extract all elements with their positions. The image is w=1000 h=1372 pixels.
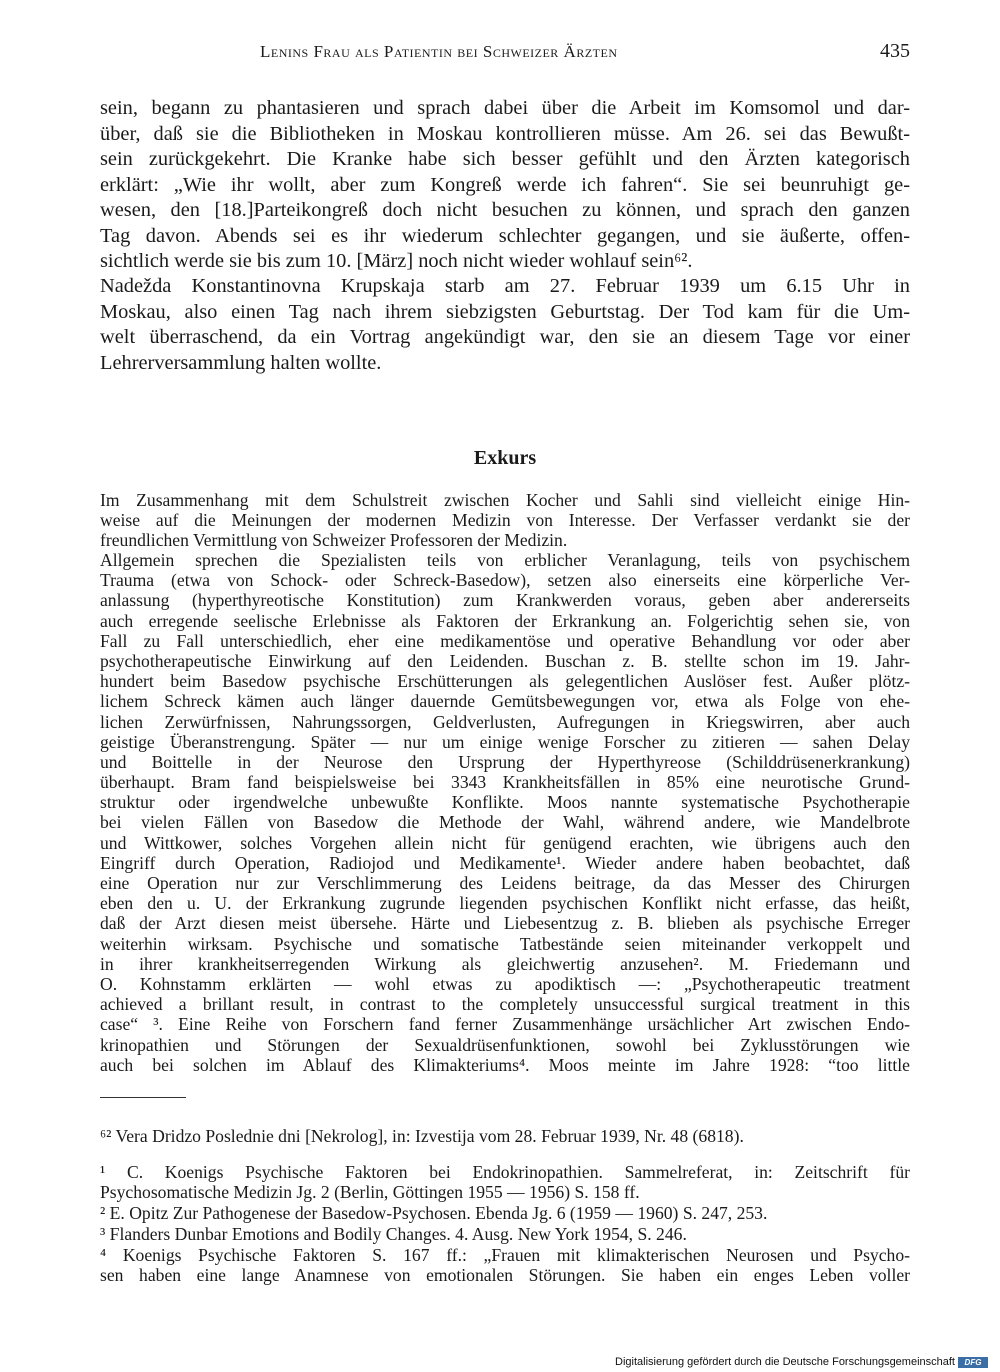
- footnote-3: [100, 1224, 910, 1244]
- text-line: über, daß sie die Bibliotheken in Moskau kontrollieren müsse. Am 26. sei das Bewußt-: [100, 122, 910, 145]
- text-line: Nadežda Konstantinovna Krupskaja starb am 27. Februar 1939 um 6.15 Uhr in: [100, 275, 910, 297]
- digitization-credit: [615, 1356, 988, 1368]
- page-number: 435: [880, 40, 910, 62]
- text-line: Eingriff durch Operation, Radiojod und Medikamente¹. Wieder andere haben beobachtet, daß: [100, 852, 910, 873]
- text-line: ⁶² Vera Dridzo Poslednie dni [Nekrolog], in: Izvestija vom 28. Februar 1939, Nr. 48 (6818).: [100, 1126, 744, 1146]
- text-line: und Boittelle in der Neurose den Ursprung der Hyperthyreose (Schilddrüsenerkrankung): [100, 751, 910, 772]
- text-line: hundert beim Basedow psychische Erschütterungen als gelegentlichen Auslöser fest. Außer plötz-: [100, 671, 910, 692]
- text-line: sen haben eine lange Anamnese von emotionalen Störungen. Sie haben ein enges Leben voller: [100, 1265, 910, 1286]
- text-line: Lehrerversammlung halten wollte.: [100, 351, 382, 374]
- text-line: ² E. Opitz Zur Pathogenese der Basedow-Psychosen. Ebenda Jg. 6 (1959 — 1960) S. 247, 253.: [100, 1203, 768, 1223]
- credit-text: Digitalisierung gefördert durch die Deutsche Forschungsgemeinschaft: [615, 1356, 955, 1368]
- text-line: wesen, den [18.]Parteikongreß doch nicht besuchen zu können, und sprach den ganzen: [100, 199, 910, 221]
- text-line: ¹ C. Koenigs Psychische Faktoren bei Endokrinopathien. Sammelreferat, in: Zeitschrift für: [100, 1162, 910, 1182]
- text-line: O. Kohnstamm erklärten — wohl etwas zu apodiktisch —: „Psychotherapeutic treatment: [100, 973, 910, 994]
- text-line: lichem Schreck kämen auch länger dauernde Gemütsbewegungen vor, etwa als Folge von ehe-: [100, 691, 910, 712]
- text-line: sein zurückgekehrt. Die Kranke habe sich besser gefühlt und den Ärzten kategorisch: [100, 148, 910, 170]
- footnote-divider: [100, 1097, 186, 1098]
- text-line: anlassung (hyperthyreotische Konstitution) zum Krankwerden voraus, geben aber andererseits: [100, 590, 910, 611]
- text-line: Allgemein sprechen die Spezialisten teils von erblicher Veranlagung, teils von psychischem: [100, 550, 910, 570]
- text-line: weiterhin wirksam. Psychische und somatische Tatbestände seien miteinander verkoppelt und: [100, 933, 910, 954]
- text-line: eben den u. U. der Erkrankung zugrunde liegenden psychischen Konflikt nicht erfasse, das heißt,: [100, 893, 910, 914]
- footnote-62: [100, 1126, 910, 1146]
- text-line: auch bei solchen im Ablauf des Klimakteriums⁴. Moos meinte im Jahre 1928: “too little: [100, 1054, 910, 1075]
- body-paragraph-2: [100, 274, 910, 376]
- text-line: in ihrer krankheitserregenden Wirkung als gleichwertig anzusehen². M. Friedemann und: [100, 953, 910, 974]
- text-line: erklärt: „Wie ihr wollt, aber zum Kongreß werde ich fahren“. Sie sei beunruhigt ge-: [100, 173, 910, 196]
- text-line: daß der Arzt diesen meist übersehe. Härte und Liebesentzug z. B. blieben als psychische Erreger: [100, 913, 910, 934]
- dfg-logo: DFG: [958, 1357, 988, 1368]
- running-header: [100, 40, 910, 66]
- body-paragraph-1: [100, 96, 910, 275]
- text-line: freundlichen Vermittlung von Schweizer Professoren der Medizin.: [100, 530, 568, 551]
- text-line: überhaupt. Bram fand beispielsweise bei 3343 Krankheitsfällen in 85% eine neurotische Grund-: [100, 772, 910, 793]
- text-line: sein, begann zu phantasieren und sprach dabei über die Arbeit im Komsomol und dar-: [100, 97, 910, 119]
- text-line: achieved a brillant result, in contrast to the completely unsuccessful surgical treatment in this: [100, 994, 910, 1015]
- text-line: und Wittkower, solches Vorgehen allein nicht für genügend erachten, wie übrigens auch den: [100, 832, 910, 853]
- running-title: Lenins Frau als Patientin bei Schweizer Ärzten: [260, 42, 618, 61]
- section-heading: Exkurs: [473, 447, 537, 469]
- text-line: psychotherapeutische Einwirkung auf den Leidenden. Buschan z. B. stellte schon im 19. Jahr-: [100, 650, 910, 671]
- text-line: welt überraschend, da ein Vortrag angekündigt war, den sie an diesem Tage vor einer: [100, 326, 910, 348]
- text-line: Fall zu Fall unterschiedlich, eher eine medikamentöse und operative Behandlung vor oder aber: [100, 630, 910, 651]
- text-line: Tag davon. Abends sei es ihr wiederum schlechter gegangen, und sie äußerte, offen-: [100, 224, 910, 247]
- text-line: lichen Zerwürfnissen, Nahrungssorgen, Geldverlusten, Aufregungen in Kriegswirren, aber auch: [100, 711, 910, 732]
- footnote-1: [100, 1162, 910, 1202]
- text-line: ³ Flanders Dunbar Emotions and Bodily Changes. 4. Ausg. New York 1954, S. 246.: [100, 1224, 687, 1244]
- text-line: Trauma (etwa von Schock- oder Schreck-Basedow), setzen also einerseits eine körperliche Ver-: [100, 570, 910, 591]
- text-line: auch erregende seelische Erlebnisse als Faktoren der Erkrankung an. Folgerichtig sehen sie, von: [100, 610, 910, 631]
- text-line: eine Operation nur zur Verschlimmerung des Leidens beitrage, da das Messer des Chirurgen: [100, 873, 910, 893]
- text-line: geistige Überanstrengung. Später — nur um einige wenige Forscher zu zitieren — sahen Delay: [100, 731, 910, 752]
- text-line: bei vielen Fällen von Basedow die Methode der Wahl, während andere, wie Mandelbrote: [100, 812, 910, 833]
- text-line: Psychosomatische Medizin Jg. 2 (Berlin, Göttingen 1955 — 1956) S. 158 ff.: [100, 1182, 640, 1203]
- text-line: Moskau, also einen Tag nach ihrem siebzigsten Geburtstag. Der Tod kam für die Um-: [100, 300, 910, 323]
- text-line: ⁴ Koenigs Psychische Faktoren S. 167 ff.: „Frauen mit klimakterischen Neurosen und Psycho-: [100, 1245, 910, 1265]
- exkurs-paragraph-1: [100, 490, 910, 551]
- text-line: struktur oder irgendwelche unbewußte Konflikte. Moos nannte systematische Psychotherapie: [100, 792, 910, 813]
- exkurs-paragraph-2: [100, 550, 910, 1075]
- footnote-4: [100, 1245, 910, 1285]
- text-line: weise auf die Meinungen der modernen Medizin von Interesse. Der Verfasser verdankt sie der: [100, 510, 910, 531]
- text-line: case“ ³. Eine Reihe von Forschern fand ferner Zusammenhänge ursächlicher Art zwischen Endo-: [100, 1014, 910, 1035]
- footnote-2: [100, 1203, 910, 1223]
- text-line: krinopathien und Störungen der Sexualdrüsenfunktionen, sowohl bei Zyklusstörungen wie: [100, 1034, 910, 1055]
- text-line: Im Zusammenhang mit dem Schulstreit zwischen Kocher und Sahli sind vielleicht einige Hin-: [100, 490, 910, 510]
- text-line: sichtlich werde sie bis zum 10. [März] noch nicht wieder wohlauf sein⁶².: [100, 250, 693, 272]
